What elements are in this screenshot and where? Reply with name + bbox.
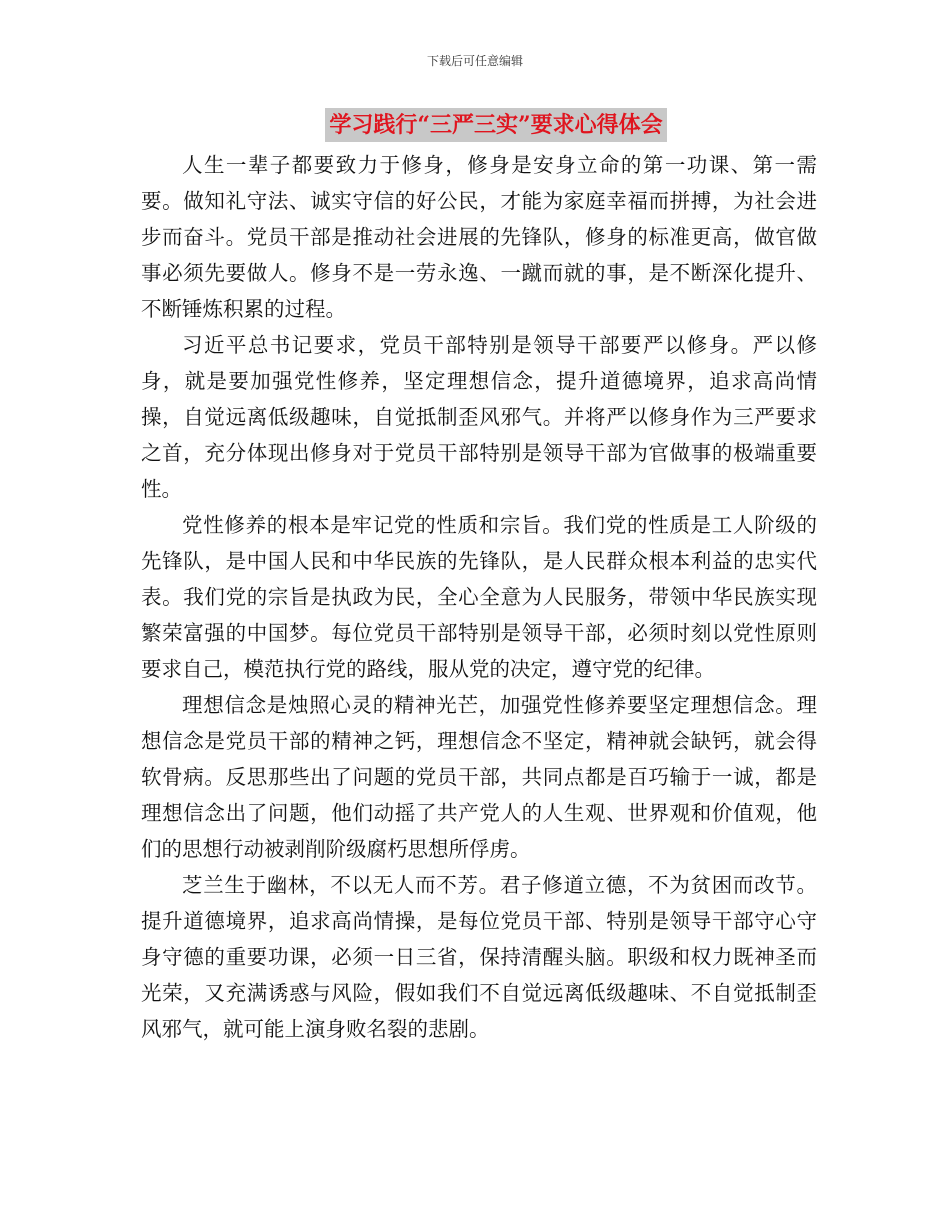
document-title: 学习践行“三严三实”要求心得体会 — [325, 108, 666, 142]
paragraph-4: 理想信念是烛照心灵的精神光芒，加强党性修养要坚定理想信念。理想信念是党员干部的精神之钙，理想信念不坚定，精神就会缺钙，就会得软骨病。反思那些出了问题的党员干部，共同点都是百巧输于一诚，都是理想信念出了问题，他们动摇了共产党人的人生观、世界观和价值观，他们的思想行动被剥削阶级腐朽思想所俘虏。 — [141, 693, 817, 861]
paragraph-3: 党性修养的根本是牢记党的性质和宗旨。我们党的性质是工人阶级的先锋队，是中国人民和中华民族的先锋队，是人民群众根本利益的忠实代表。我们党的宗旨是执政为民，全心全意为人民服务，带领中华民族实现繁荣富强的中国梦。每位党员干部特别是领导干部，必须时刻以党性原则要求自己，模范执行党的路线，服从党的决定，遵守党的纪律。 — [141, 513, 817, 681]
page-header-note: 下载后可任意编辑 — [426, 54, 523, 68]
document-body — [141, 147, 817, 1047]
paragraph-2: 习近平总书记要求，党员干部特别是领导干部要严以修身。严以修身，就是要加强党性修养，坚定理想信念，提升道德境界，追求高尚情操，自觉远离低级趣味，自觉抵制歪风邪气。并将严以修身作为三严要求之首，充分体现出修身对于党员干部特别是领导干部为官做事的极端重要性。 — [141, 333, 817, 501]
title-container — [0, 108, 950, 142]
paragraph-1: 人生一辈子都要致力于修身，修身是安身立命的第一功课、第一需要。做知礼守法、诚实守信的好公民，才能为家庭幸福而拼搏，为社会进步而奋斗。党员干部是推动社会进展的先锋队，修身的标准更高，做官做事必须先要做人。修身不是一劳永逸、一蹴而就的事，是不断深化提升、不断锤炼积累的过程。 — [141, 153, 817, 321]
paragraph-5: 芝兰生于幽林，不以无人而不芳。君子修道立德，不为贫困而改节。提升道德境界，追求高尚情操，是每位党员干部、特别是领导干部守心守身守德的重要功课，必须一日三省，保持清醒头脑。职级和权力既神圣而光荣，又充满诱惑与风险，假如我们不自觉远离低级趣味、不自觉抵制歪风邪气，就可能上演身败名裂的悲剧。 — [141, 873, 817, 1041]
